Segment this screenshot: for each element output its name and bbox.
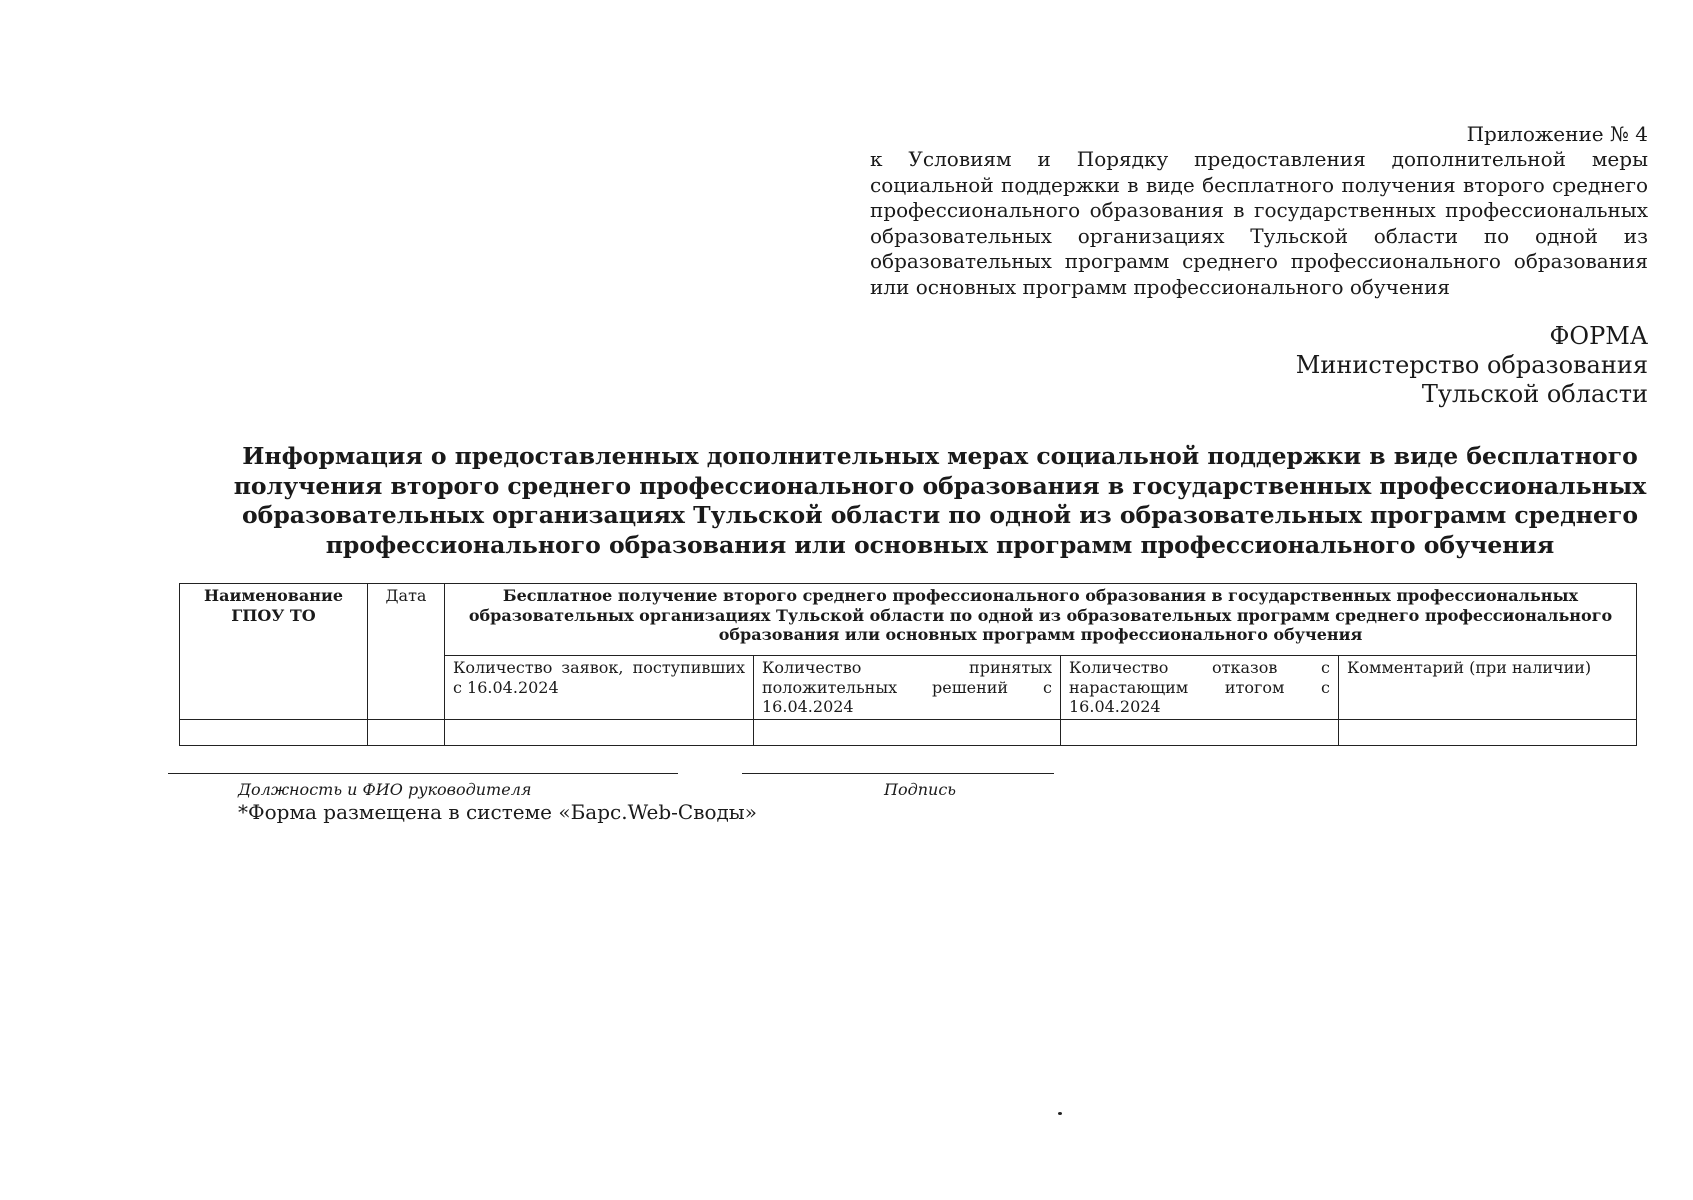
position-caption: Должность и ФИО руководителя [238,780,532,799]
subheader-positive-decisions: Количество принятых положительных решений с 16.04.2024 [754,656,1061,720]
header-cell-group: Бесплатное получение второго среднего профессионального образования в государственных профессиональных образовательных организациях Тульской области по одной из образовательных программ среднего профессионального образования или основных программ профессионального обучения [445,584,1637,656]
table-cell [445,719,754,745]
table-row [180,719,1637,745]
table-cell [1339,719,1637,745]
table-cell [1061,719,1339,745]
signature-line [742,773,1054,774]
scan-speck [1058,1112,1062,1115]
subheader-applications: Количество заявок, поступивших с 16.04.2024 [445,656,754,720]
footnote: *Форма размещена в системе «Барс.Web-Своды» [238,800,757,824]
table-header-row [180,584,1637,656]
annex-block [870,122,1648,300]
annex-text: к Условиям и Порядку предоставления дополнительной меры социальной поддержки в виде бесплатного получения второго среднего профессионального образования в государственных профессиональных образовательных организациях Тульской области по одной из образовательных программ среднего профессионального образования или основных программ профессионального обучения [870,147,1648,299]
subheader-refusals: Количество отказов с нарастающим итогом с 16.04.2024 [1061,656,1339,720]
table-cell [754,719,1061,745]
position-signature-line [168,773,678,774]
form-label: ФОРМА [1549,322,1648,350]
annex-title: Приложение № 4 [1466,122,1648,146]
document-title: Информация о предоставленных дополнительных мерах социальной поддержки в виде бесплатного получения второго среднего профессионального образования в государственных профессиональных образовательных организациях Тульской области по одной из образовательных программ среднего профессионального образования или основных программ профессионального обучения [233,442,1647,559]
table-cell [180,719,368,745]
subheader-comment: Комментарий (при наличии) [1339,656,1637,720]
header-cell-name: Наименование ГПОУ ТО [180,584,368,720]
header-cell-date: Дата [368,584,445,720]
table-cell [368,719,445,745]
form-block [1296,322,1648,409]
signature-caption: Подпись [884,780,957,799]
ministry-line-2: Тульской области [1421,380,1648,408]
report-table [179,583,1637,746]
ministry-line-1: Министерство образования [1295,351,1648,379]
